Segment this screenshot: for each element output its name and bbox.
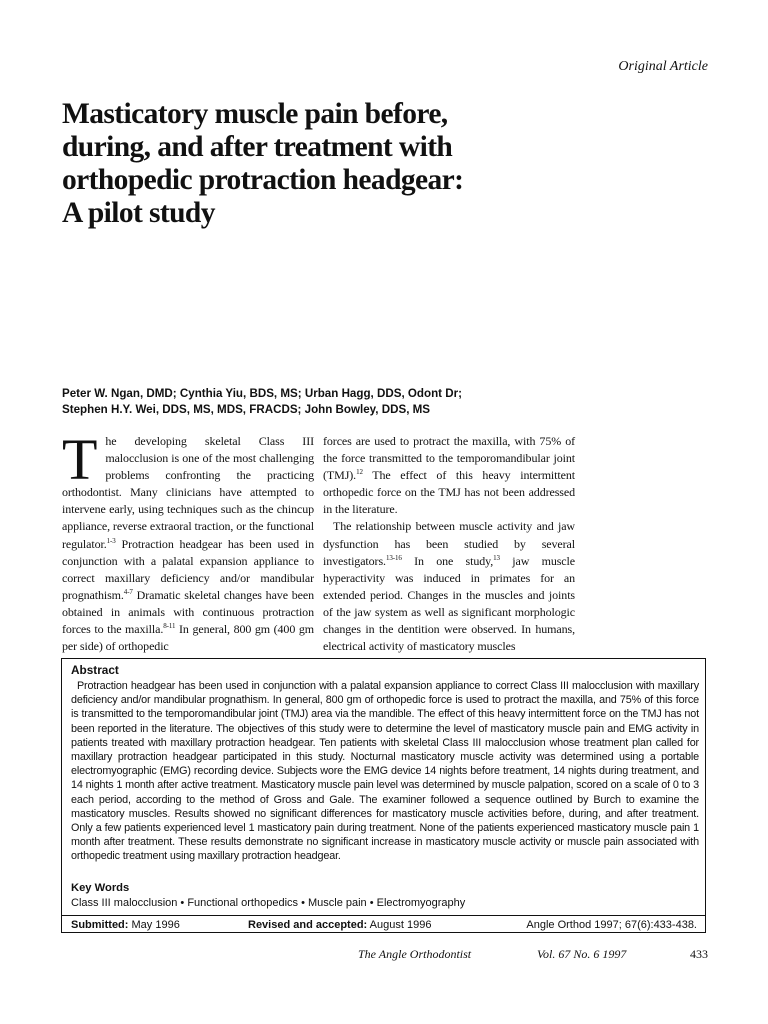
body-text: he developing skeletal Class III malocclusion is one of the most challenging problems confronting the practicing orthodontist. Many clinicians have attempted to intervene early, using techniques such as the chincup appliance, reverse extraoral traction, or the functional regulator.	[62, 434, 314, 551]
author-line: Stephen H.Y. Wei, DDS, MS, MDS, FRACDS; John Bowley, DDS, MS	[62, 403, 431, 416]
citation-ref: 12	[356, 468, 363, 477]
abstract-text: Protraction headgear has been used in conjunction with a palatal expansion appliance to correct Class III malocclusion with maxillary deficiency and/or mandibular prognathism. In general, 800 gm of orthopedic force is used to protract the maxilla, and 75% of this force is transmitted to the temporomandibular joint (TMJ) area via the mandible. The effect of this heavy intermittent force on the TMJ has not been reported in the literature. The objectives of this study were to determine the level of masticatory muscle pain and EMG activity in patients treated with maxillary protraction headgear. Ten patients with skeletal Class III malocclusion whose treatment plan called for maxillary protraction headgear participated in this study. Nocturnal masticatory muscle activity was determined using a portable electromyographic (EMG) recording device. Subjects wore the EMG device 14 nights before treatment, 14 nights during treatment, and 14 nights 1 month after active treatment. Masticatory muscle pain level was determined by muscle palpation, scored on a scale of 0 to 3 each period, according to the method of Gross and Gale. The examiner followed a sequence outlined by Burch to examine the masticatory muscles. Results showed no significant differences for masticatory muscle activities before, during, and after treatment. Only a few patients experienced level 1 masticatory pain during treatment. None of the patients experienced masticatory muscle pain 1 month after treatment. These results demonstrate no significant increase in masticatory muscle activity or muscle pain associated with orthopedic treatment using maxillary protraction headgear.	[71, 680, 699, 863]
revised-date	[248, 919, 431, 931]
footer-volume: Vol. 67 No. 6 1997	[537, 947, 627, 961]
keywords-heading: Key Words	[71, 882, 130, 894]
body-text: In one study,	[401, 553, 494, 568]
citation-ref: 13	[493, 553, 500, 562]
citation-ref: 13-16	[385, 553, 402, 562]
submitted-date	[71, 919, 180, 931]
abstract-box	[61, 658, 706, 933]
abstract-footer	[62, 915, 705, 933]
body-text: In general, 800 gm (400 gm per side) of orthopedic	[62, 622, 314, 654]
footer-journal-name: The Angle Orthodontist	[358, 947, 472, 961]
body-text: Protraction headgear has been used in conjunction with a palatal expansion appliance to correct maxillary deficiency and/or mandibular prognathism.	[62, 536, 314, 602]
abstract-heading: Abstract	[71, 663, 119, 677]
title-line: during, and after treatment with	[62, 131, 453, 163]
body-text: jaw muscle hyperactivity was induced in primates for an extended period. Changes in the muscles and joints of the jaw system as well as significant morphologic changes in the dentition were observed. In humans, electrical activity of masticatory muscles	[323, 553, 575, 654]
article-type-label: Original Article	[618, 59, 708, 74]
body-text: The relationship between muscle activity and jaw dysfunction has been studied by several investigators.	[323, 519, 575, 568]
body-paragraph	[323, 433, 575, 518]
keywords-list: Class III malocclusion • Functional orthopedics • Muscle pain • Electromyography	[71, 897, 466, 909]
title-line: A pilot study	[62, 197, 215, 229]
citation-ref: 4-7	[123, 587, 133, 596]
title-line: Masticatory muscle pain before,	[62, 98, 448, 130]
title-line: orthopedic protraction headgear:	[62, 164, 464, 196]
body-paragraph	[62, 427, 314, 655]
body-column-left	[62, 427, 314, 655]
body-paragraph	[323, 518, 575, 655]
revised-label: Revised and accepted:	[248, 919, 368, 931]
author-list	[62, 386, 712, 418]
article-title	[62, 98, 522, 230]
page-number: 433	[690, 947, 708, 961]
body-text: Dramatic skeletal changes have been obtained in animals with continuous protraction forces to the maxilla.	[62, 587, 314, 637]
journal-citation: Angle Orthod 1997; 67(6):433-438.	[526, 919, 697, 931]
submitted-value: May 1996	[128, 919, 180, 931]
body-column-right	[323, 433, 575, 655]
body-text: The effect of this heavy intermittent orthopedic force on the TMJ has not been addressed in the literature.	[323, 468, 575, 517]
author-line: Peter W. Ngan, DMD; Cynthia Yiu, BDS, MS; Urban Hagg, DDS, Odont Dr;	[62, 387, 463, 400]
body-text: forces are used to protract the maxilla, with 75% of the force transmitted to the temporomandibular joint (TMJ).	[323, 434, 575, 483]
drop-cap: T	[62, 427, 98, 492]
revised-value: August 1996	[367, 919, 432, 931]
submitted-label: Submitted:	[71, 919, 129, 931]
citation-ref: 8-11	[163, 622, 176, 631]
citation-ref: 1-3	[106, 536, 116, 545]
